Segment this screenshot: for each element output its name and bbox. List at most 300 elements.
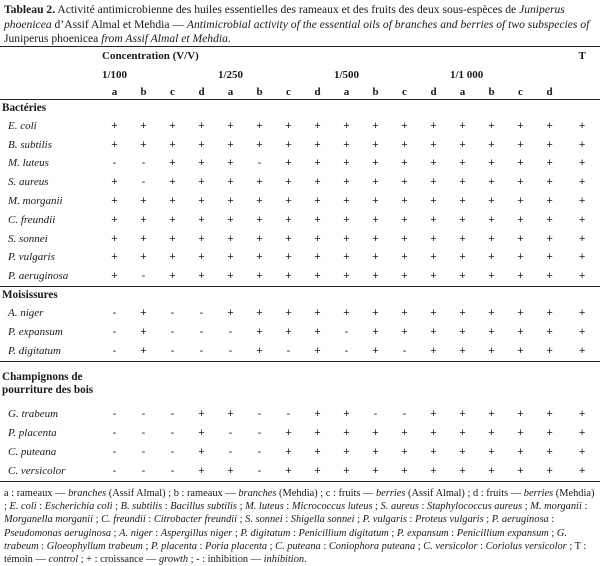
result-cell: + — [314, 213, 321, 226]
section-title: Bactéries — [0, 100, 600, 118]
control-result-cell: + — [564, 462, 600, 481]
footnote-text: : — [282, 514, 291, 526]
table-row — [0, 342, 600, 361]
footnote-text: P. digitatum — [240, 527, 291, 539]
result-cell: - — [158, 462, 187, 481]
result-cell: + — [459, 408, 466, 421]
result-cell: + — [169, 195, 176, 208]
section-title: Champignons de pourriture des bois — [0, 361, 100, 406]
footnote-text: . — [304, 554, 307, 566]
result-cell: + — [430, 119, 437, 132]
sample-letter-header: d — [187, 85, 216, 100]
result-cell: - — [112, 307, 117, 320]
result-cell: + — [256, 307, 263, 320]
caption-genus-2: Juniperus phoenicea — [4, 32, 99, 45]
control-result-cell: + — [578, 157, 586, 170]
result-cell: + — [227, 157, 234, 170]
sample-letter-header: a — [448, 85, 477, 100]
footnote-text: : — [448, 527, 457, 539]
result-cell: - — [141, 408, 146, 421]
result-cell: + — [535, 462, 564, 481]
result-cell: + — [285, 232, 292, 245]
sample-letter-header: a — [100, 85, 129, 100]
result-cell: + — [198, 232, 205, 245]
result-cell: + — [256, 195, 263, 208]
caption-label: Tableau 2. — [4, 3, 56, 16]
result-cell: - — [245, 462, 274, 481]
result-cell: + — [343, 427, 350, 440]
organism-name: P. expansum — [8, 325, 63, 338]
footnote-text: ; — [232, 527, 241, 539]
footnote-text: Bacillus subtilis — [170, 501, 237, 513]
result-cell: + — [314, 446, 321, 459]
footnote-text: ; — [372, 501, 381, 513]
result-cell: + — [459, 176, 466, 189]
result-cell: + — [488, 427, 495, 440]
result-cell: + — [256, 138, 263, 151]
result-cell: + — [227, 408, 234, 421]
result-cell: - — [112, 408, 117, 421]
footnote-text: : — [36, 501, 45, 513]
footnote-text: ; + : croissance — — [78, 554, 159, 566]
result-cell: + — [256, 251, 263, 264]
result-cell: + — [140, 195, 147, 208]
result-cell: + — [256, 325, 263, 338]
result-cell: + — [285, 157, 292, 170]
result-cell: + — [430, 307, 437, 320]
footnote-text: : — [196, 540, 206, 552]
result-cell: - — [373, 408, 378, 421]
result-cell: + — [216, 462, 245, 481]
control-result-cell: + — [578, 344, 586, 357]
result-cell: + — [546, 446, 553, 459]
result-cell: + — [187, 462, 216, 481]
footnote-text: ; — [548, 527, 557, 539]
sample-letter-header: c — [274, 85, 303, 100]
footnote-text: : — [145, 514, 154, 526]
table-row — [0, 443, 600, 462]
result-cell: + — [546, 270, 553, 283]
result-cell: + — [140, 307, 147, 320]
result-cell: + — [227, 119, 234, 132]
result-cell: + — [198, 251, 205, 264]
footnote-text: : — [548, 514, 555, 526]
footnote-text: Proteus vulgaris — [415, 514, 484, 526]
section-header — [0, 287, 600, 305]
footnote-text: S. aureus — [380, 501, 419, 513]
result-cell: + — [459, 270, 466, 283]
result-cell: + — [546, 195, 553, 208]
result-cell: + — [517, 195, 524, 208]
table-row — [0, 192, 600, 211]
result-cell: - — [141, 157, 146, 170]
sample-letter-header: d — [535, 85, 564, 100]
footnote-text: A. niger — [119, 527, 153, 539]
footnote-text: : — [418, 501, 428, 513]
dilution-header: 1/500 — [334, 69, 360, 81]
footnote-text: control — [48, 554, 79, 566]
footnote-text: Gloeophyllum trabeum — [46, 540, 143, 552]
result-cell: + — [227, 232, 234, 245]
result-cell: + — [517, 119, 524, 132]
header-row-dilutions — [0, 66, 600, 85]
result-cell: + — [169, 213, 176, 226]
footnote-text: C. versicolor — [423, 540, 478, 552]
result-cell: + — [198, 270, 205, 283]
result-cell: + — [372, 307, 379, 320]
organism-name: B. subtilis — [8, 138, 53, 151]
result-cell: + — [111, 138, 118, 151]
result-cell: + — [430, 446, 437, 459]
footnote-text: Penicillium digitatum — [298, 527, 389, 539]
result-cell: + — [546, 138, 553, 151]
result-cell: + — [361, 462, 390, 481]
result-cell: + — [430, 344, 437, 357]
footnote-text: berries — [375, 488, 406, 499]
result-cell: + — [285, 195, 292, 208]
section-header — [0, 100, 600, 118]
result-cell: + — [372, 157, 379, 170]
result-cell: + — [227, 213, 234, 226]
result-cell: + — [198, 427, 205, 440]
result-cell: - — [141, 270, 146, 283]
result-cell: - — [170, 446, 175, 459]
result-cell: + — [459, 344, 466, 357]
footnote-text: Escherichia coli — [44, 501, 113, 513]
result-cell: + — [390, 462, 419, 481]
organism-name: E. coli — [8, 119, 37, 132]
result-cell: + — [314, 325, 321, 338]
result-cell: + — [401, 232, 408, 245]
result-cell: + — [169, 232, 176, 245]
footnote-text: Aspergillus niger — [160, 527, 233, 539]
footnote-text: ; — [354, 514, 363, 526]
result-cell: + — [343, 176, 350, 189]
result-cell: + — [372, 270, 379, 283]
result-cell: + — [285, 270, 292, 283]
result-cell: + — [430, 251, 437, 264]
sample-letter-header: b — [361, 85, 390, 100]
organism-name: C. freundii — [8, 213, 56, 226]
result-cell: + — [256, 213, 263, 226]
organism-name: S. sonnei — [8, 232, 48, 245]
organism-name: C. puteana — [8, 446, 57, 459]
control-result-cell: + — [578, 307, 586, 320]
result-cell: + — [401, 251, 408, 264]
footnote-text: P. placenta — [150, 540, 197, 552]
organism-name: P. digitatum — [8, 344, 61, 357]
result-cell: - — [257, 408, 262, 421]
result-cell: + — [517, 325, 524, 338]
result-cell: + — [430, 176, 437, 189]
table-row — [0, 230, 600, 249]
result-cell: + — [459, 195, 466, 208]
caption-text-fr: Activité antimicrobienne des huiles essentielles des rameaux et des fruits des deux sous-espèces de — [55, 3, 520, 16]
footnote-text: : — [162, 501, 171, 513]
result-cell: + — [401, 307, 408, 320]
footnote-text: M. morganii — [530, 501, 582, 513]
result-cell: + — [256, 176, 263, 189]
result-cell: + — [372, 195, 379, 208]
result-cell: - — [112, 325, 117, 338]
result-cell: - — [286, 408, 291, 421]
result-cell: + — [372, 446, 379, 459]
result-cell: + — [198, 138, 205, 151]
result-cell: + — [372, 251, 379, 264]
result-cell: + — [169, 119, 176, 132]
footnote-text: branches — [238, 488, 277, 499]
result-cell: + — [401, 157, 408, 170]
result-cell: + — [401, 427, 408, 440]
result-cell: + — [546, 325, 553, 338]
result-cell: + — [488, 270, 495, 283]
concentration-label: Concentration (V/V) — [100, 47, 564, 67]
result-cell: + — [430, 157, 437, 170]
result-cell: + — [517, 157, 524, 170]
footnote-text: C. puteana — [275, 540, 321, 552]
result-cell: + — [198, 157, 205, 170]
result-cell: + — [111, 176, 118, 189]
result-cell: + — [285, 307, 292, 320]
footnote-text: Citrobacter freundii — [153, 514, 238, 526]
organism-name: P. vulgaris — [8, 251, 55, 264]
result-cell: - — [170, 427, 175, 440]
result-cell: + — [430, 138, 437, 151]
result-cell: - — [228, 427, 233, 440]
result-cell: + — [372, 138, 379, 151]
result-cell: + — [285, 138, 292, 151]
result-cell: + — [198, 119, 205, 132]
result-cell: + — [506, 462, 535, 481]
result-cell: - — [141, 427, 146, 440]
result-cell: + — [546, 344, 553, 357]
result-cell: + — [169, 176, 176, 189]
result-cell: + — [285, 325, 292, 338]
result-cell: + — [546, 427, 553, 440]
result-cell: + — [343, 251, 350, 264]
result-cell: + — [372, 213, 379, 226]
result-cell: + — [111, 213, 118, 226]
control-result-cell: + — [578, 232, 586, 245]
result-cell: + — [488, 307, 495, 320]
result-cell: - — [257, 427, 262, 440]
caption-text-fr-2: d’Assif Almal et Mehdia — — [51, 17, 187, 31]
result-cell: + — [343, 446, 350, 459]
result-cell: + — [285, 213, 292, 226]
footnote-text: : — [581, 501, 588, 513]
result-cell: - — [141, 446, 146, 459]
result-cell: - — [228, 325, 233, 338]
result-cell: + — [227, 176, 234, 189]
result-cell: - — [170, 408, 175, 421]
footnote-text: berries — [523, 488, 554, 499]
result-cell: + — [140, 232, 147, 245]
control-result-cell: + — [578, 408, 586, 421]
result-cell: + — [477, 462, 506, 481]
result-cell: + — [314, 176, 321, 189]
results-table — [0, 46, 600, 482]
result-cell: + — [198, 213, 205, 226]
control-result-cell: + — [578, 195, 586, 208]
result-cell: + — [314, 270, 321, 283]
result-cell: + — [401, 138, 408, 151]
footnote-text: E. coli — [9, 501, 37, 513]
footnote-text: P. vulgaris — [362, 514, 407, 526]
result-cell: + — [459, 157, 466, 170]
result-cell: + — [198, 446, 205, 459]
footnote-text: inhibition — [263, 554, 305, 566]
result-cell: + — [517, 408, 524, 421]
result-cell: + — [256, 344, 263, 357]
result-cell: - — [141, 176, 146, 189]
footnote-text: Micrococcus luteus — [291, 501, 373, 513]
organism-name: M. morganii — [8, 195, 63, 208]
result-cell: + — [314, 138, 321, 151]
sample-letter-header: c — [506, 85, 535, 100]
result-cell: + — [285, 251, 292, 264]
footnote-text: (Mehdia) ; c : fruits — — [276, 488, 376, 499]
result-cell: + — [459, 307, 466, 320]
sample-letter-header: a — [216, 85, 245, 100]
result-cell: + — [488, 138, 495, 151]
result-cell: + — [169, 138, 176, 151]
table-row — [0, 155, 600, 174]
caption-text-en-2: from Assif Almal et Mehdia — [98, 32, 228, 45]
result-cell: + — [285, 446, 292, 459]
result-cell: - — [112, 427, 117, 440]
result-cell: + — [517, 427, 524, 440]
footnote-text: ; — [112, 501, 121, 513]
footnote-text: a : rameaux — — [4, 488, 69, 499]
result-cell: - — [129, 462, 158, 481]
control-result-cell: + — [578, 119, 586, 132]
result-cell: + — [140, 251, 147, 264]
result-cell: + — [488, 325, 495, 338]
organism-name: G. trabeum — [8, 408, 59, 421]
result-cell: + — [343, 213, 350, 226]
section-header — [0, 361, 600, 406]
result-cell: - — [228, 446, 233, 459]
result-cell: + — [401, 446, 408, 459]
result-cell: - — [112, 157, 117, 170]
result-cell: + — [401, 176, 408, 189]
result-cell: - — [344, 344, 349, 357]
footnote-text: : — [283, 501, 292, 513]
control-result-cell: + — [578, 427, 586, 440]
result-cell: + — [343, 232, 350, 245]
footnote-text: (Mehdia) ; — [4, 488, 595, 513]
sample-letter-header: b — [129, 85, 158, 100]
result-cell: - — [112, 344, 117, 357]
result-cell: - — [170, 307, 175, 320]
table-caption — [4, 3, 594, 47]
sample-letter-header: d — [303, 85, 332, 100]
table-row — [0, 462, 600, 481]
footnote-text: B. subtilis — [120, 501, 163, 513]
result-cell: - — [402, 344, 407, 357]
result-cell: + — [111, 251, 118, 264]
footnote-text: : — [477, 540, 486, 552]
caption-text-en: Antimicrobial activity of the essential oils of branches and berries of two subspecies of — [186, 17, 590, 31]
sample-letter-header: c — [158, 85, 187, 100]
result-cell: + — [419, 462, 448, 481]
result-cell: + — [488, 195, 495, 208]
result-cell: + — [459, 138, 466, 151]
table-row — [0, 323, 600, 342]
result-cell: + — [314, 427, 321, 440]
result-cell: + — [401, 325, 408, 338]
result-cell: + — [140, 325, 147, 338]
footnote-text: (Assif Almal) ; d : fruits — — [405, 488, 524, 499]
result-cell: + — [372, 427, 379, 440]
result-cell: + — [430, 213, 437, 226]
footnote-text: : — [38, 540, 47, 552]
result-cell: - — [228, 344, 233, 357]
result-cell: + — [314, 232, 321, 245]
footnote-text: : — [406, 514, 416, 526]
organism-name: P. placenta — [8, 427, 57, 440]
control-header: T — [564, 47, 600, 67]
footnote-text: M. luteus — [245, 501, 284, 513]
sample-letter-header: b — [477, 85, 506, 100]
control-result-cell: + — [578, 325, 586, 338]
header-row-concentration — [0, 47, 600, 67]
footnote-text: Pseudomonas aeruginosa — [4, 527, 112, 539]
footnote-text: ; — [237, 514, 246, 526]
result-cell: + — [111, 195, 118, 208]
footnote-text: G. trabeum — [4, 527, 568, 552]
result-cell: + — [517, 251, 524, 264]
result-cell: + — [401, 119, 408, 132]
table-footnote — [4, 487, 596, 566]
footnote-text: : — [290, 527, 299, 539]
result-cell: + — [256, 270, 263, 283]
result-cell: + — [372, 344, 379, 357]
dilution-header: 1/250 — [218, 69, 244, 81]
result-cell: + — [517, 213, 524, 226]
result-cell: + — [546, 157, 553, 170]
dilution-header: 1/1 000 — [450, 69, 484, 81]
result-cell: + — [111, 232, 118, 245]
result-cell: + — [303, 462, 332, 481]
result-cell: - — [286, 344, 291, 357]
result-cell: + — [448, 462, 477, 481]
result-cell: + — [372, 176, 379, 189]
result-cell: + — [459, 446, 466, 459]
table-row — [0, 304, 600, 323]
footnote-text: P. expansum — [396, 527, 449, 539]
organism-name: S. aureus — [8, 176, 49, 189]
footnote-text: ; - : inhibition — — [188, 554, 264, 566]
result-cell: + — [314, 157, 321, 170]
footnote-text: ; — [267, 540, 276, 552]
result-cell: + — [488, 157, 495, 170]
result-cell: + — [343, 138, 350, 151]
result-cell: + — [488, 251, 495, 264]
result-cell: + — [401, 270, 408, 283]
footnote-text: : — [320, 540, 329, 552]
result-cell: + — [227, 195, 234, 208]
result-cell: + — [343, 157, 350, 170]
result-cell: + — [546, 119, 553, 132]
result-cell: + — [169, 270, 176, 283]
footnote-text: (Assif Almal) ; b : rameaux — — [106, 488, 239, 499]
result-cell: - — [402, 408, 407, 421]
result-cell: + — [256, 232, 263, 245]
table-row — [0, 136, 600, 155]
result-cell: + — [430, 325, 437, 338]
control-result-cell: + — [578, 213, 586, 226]
